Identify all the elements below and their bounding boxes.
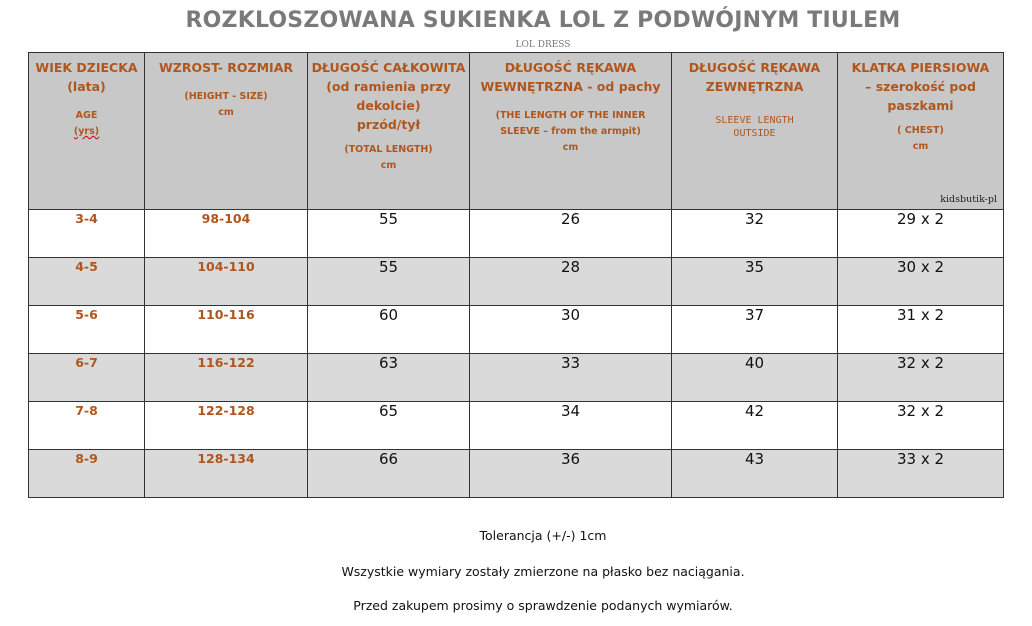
header-total-sub-2: cm: [380, 160, 397, 171]
header-inner-line-2: WEWNĘTRZNA - od pachy: [480, 79, 661, 94]
header-row: [29, 53, 1004, 210]
cell-inner-sleeve: 34: [470, 402, 672, 450]
header-age: [29, 53, 145, 210]
header-total-line-3: dekolcie): [356, 98, 421, 113]
table-row: [29, 210, 1004, 258]
cell-height: 98-104: [145, 210, 308, 258]
cell-chest: 32 x 2: [838, 354, 1004, 402]
header-height: [145, 53, 308, 210]
cell-chest: 32 x 2: [838, 402, 1004, 450]
header-outer-sub-1: SLEEVE LENGTH: [715, 115, 794, 126]
header-outer-line-2: ZEWNĘTRZNA: [705, 79, 804, 94]
cell-total-length: 60: [308, 306, 470, 354]
cell-chest: 33 x 2: [838, 450, 1004, 498]
header-total-length: [308, 53, 470, 210]
header-age-line-1: WIEK DZIECKA: [35, 60, 138, 75]
header-height-sub-1: (HEIGHT - SIZE): [184, 91, 268, 102]
table-row: [29, 306, 1004, 354]
cell-age: 4-5: [29, 258, 145, 306]
cell-inner-sleeve: 30: [470, 306, 672, 354]
header-inner-sub-3: cm: [562, 142, 579, 153]
header-chest-sub-2: cm: [912, 141, 929, 152]
cell-outer-sleeve: 40: [672, 354, 838, 402]
watermark-text: kidsbutik-pl: [940, 194, 997, 205]
header-chest: [838, 53, 1004, 210]
cell-chest: 31 x 2: [838, 306, 1004, 354]
header-outer-sleeve: [672, 53, 838, 210]
table-row: [29, 450, 1004, 498]
cell-height: 128-134: [145, 450, 308, 498]
header-total-line-2: (od ramienia przy: [326, 79, 451, 94]
cell-outer-sleeve: 35: [672, 258, 838, 306]
header-age-sub-2: (yrs): [73, 126, 100, 137]
flat-measurement-note: Wszystkie wymiary zostały zmierzone na płasko bez naciągania.: [341, 564, 745, 579]
cell-inner-sleeve: 36: [470, 450, 672, 498]
cell-age: 3-4: [29, 210, 145, 258]
cell-height: 110-116: [145, 306, 308, 354]
cell-age: 5-6: [29, 306, 145, 354]
cell-height: 122-128: [145, 402, 308, 450]
table-row: [29, 258, 1004, 306]
page-subtitle: LOL DRESS: [515, 40, 571, 50]
header-age-line-2: (lata): [67, 79, 106, 94]
header-inner-line-1: DŁUGOŚĆ RĘKAWA: [504, 60, 637, 75]
cell-total-length: 55: [308, 258, 470, 306]
header-height-sub-2: cm: [218, 107, 234, 118]
cell-age: 6-7: [29, 354, 145, 402]
header-outer-sub-2: OUTSIDE: [733, 128, 776, 139]
check-before-purchase-note: Przed zakupem prosimy o sprawdzenie podanych wymiarów.: [353, 598, 733, 613]
size-table: [28, 52, 1004, 498]
cell-total-length: 65: [308, 402, 470, 450]
header-height-line-1: WZROST- ROZMIAR: [158, 60, 294, 75]
cell-height: 104-110: [145, 258, 308, 306]
header-inner-sub-1: (THE LENGTH OF THE INNER: [495, 110, 646, 121]
cell-total-length: 63: [308, 354, 470, 402]
header-age-sub-1: AGE: [75, 110, 98, 121]
tolerance-note: Tolerancja (+/-) 1cm: [479, 528, 607, 543]
cell-age: 8-9: [29, 450, 145, 498]
table-row: [29, 402, 1004, 450]
cell-chest: 30 x 2: [838, 258, 1004, 306]
header-outer-line-1: DŁUGOŚĆ RĘKAWA: [688, 60, 821, 75]
header-inner-sleeve: [470, 53, 672, 210]
cell-total-length: 66: [308, 450, 470, 498]
cell-outer-sleeve: 42: [672, 402, 838, 450]
cell-total-length: 55: [308, 210, 470, 258]
cell-height: 116-122: [145, 354, 308, 402]
cell-outer-sleeve: 43: [672, 450, 838, 498]
cell-age: 7-8: [29, 402, 145, 450]
cell-inner-sleeve: 28: [470, 258, 672, 306]
table-row: [29, 354, 1004, 402]
header-chest-line-2: – szerokość pod: [865, 79, 976, 94]
header-total-line-4: przód/tył: [356, 117, 421, 132]
cell-chest: 29 x 2: [838, 210, 1004, 258]
cell-inner-sleeve: 26: [470, 210, 672, 258]
header-total-line-1: DŁUGOŚĆ CAŁKOWITA: [311, 60, 466, 75]
header-chest-sub-1: ( CHEST): [897, 125, 944, 136]
cell-outer-sleeve: 32: [672, 210, 838, 258]
header-chest-line-1: KLATKA PIERSIOWA: [851, 60, 990, 75]
page-title: ROZKLOSZOWANA SUKIENKA LOL Z PODWÓJNYM TIULEM: [185, 8, 901, 33]
cell-outer-sleeve: 37: [672, 306, 838, 354]
cell-inner-sleeve: 33: [470, 354, 672, 402]
header-inner-sub-2: SLEEVE – from the armpit): [500, 126, 641, 137]
header-chest-line-3: paszkami: [887, 98, 954, 113]
header-total-sub-1: (TOTAL LENGTH): [344, 144, 433, 155]
